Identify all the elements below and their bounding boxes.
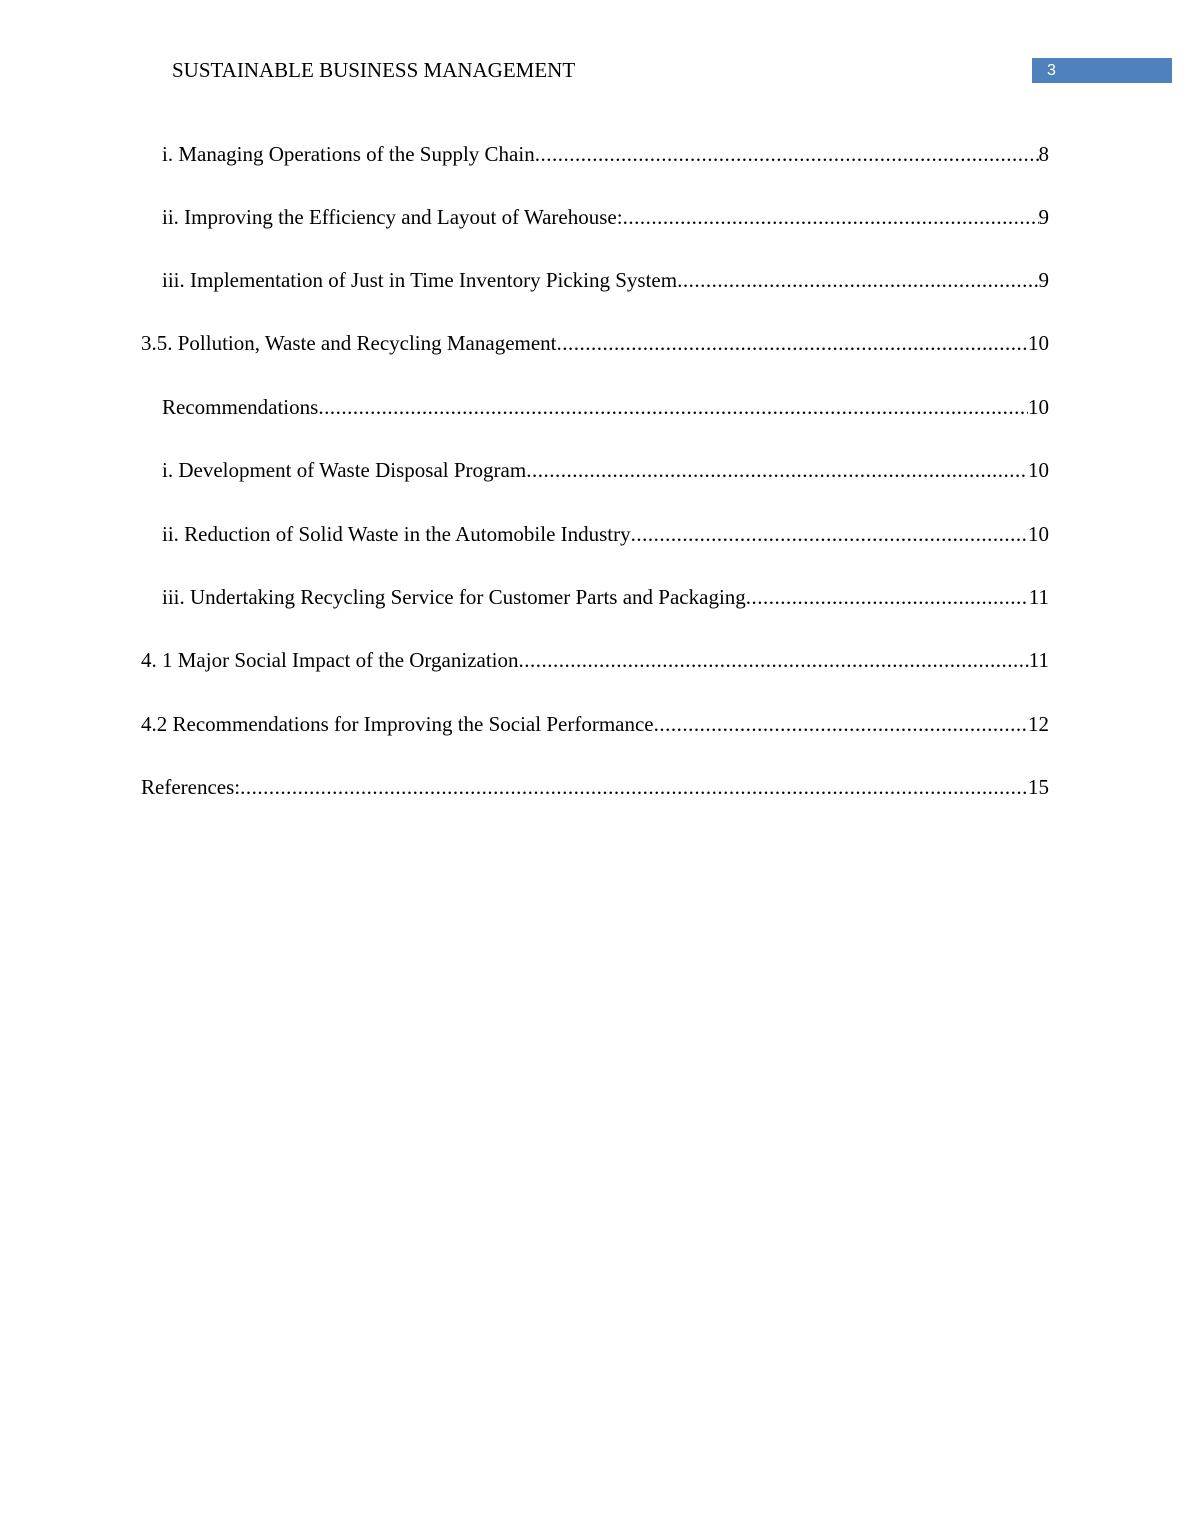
toc-entry-label: 4.2 Recommendations for Improving the Social Performance xyxy=(141,712,654,736)
toc-entry-page: 9 xyxy=(1038,268,1049,292)
page-number-badge: 3 xyxy=(1032,58,1172,83)
toc-entry-recommendations[interactable] xyxy=(162,393,1049,421)
toc-entry-label: i. Development of Waste Disposal Program xyxy=(162,458,527,482)
toc-entry-page: 12 xyxy=(1028,712,1049,736)
toc-dot-leader xyxy=(519,646,1029,674)
toc-entry-label: ii. Reduction of Solid Waste in the Automobile Industry xyxy=(162,522,631,546)
toc-entry-page: 8 xyxy=(1038,142,1049,166)
running-header-title: SUSTAINABLE BUSINESS MANAGEMENT xyxy=(172,58,576,82)
toc-entry-page: 10 xyxy=(1028,395,1049,419)
toc-entry-page: 10 xyxy=(1028,331,1049,355)
toc-entry-pollution-waste[interactable] xyxy=(141,329,1049,357)
toc-entry-social-impact[interactable] xyxy=(141,646,1049,674)
toc-dot-leader xyxy=(526,456,1028,484)
toc-entry-page: 10 xyxy=(1028,458,1049,482)
toc-entry-page: 11 xyxy=(1028,648,1049,672)
toc-dot-leader xyxy=(623,203,1039,231)
toc-dot-leader xyxy=(557,329,1028,357)
toc-dot-leader xyxy=(677,266,1038,294)
toc-entry-page: 11 xyxy=(1028,585,1049,609)
toc-dot-leader xyxy=(746,583,1029,611)
toc-entry-label: References: xyxy=(141,775,241,799)
toc-dot-leader xyxy=(631,520,1028,548)
toc-entry-just-in-time[interactable] xyxy=(162,266,1049,294)
toc-entry-label: iii. Implementation of Just in Time Inventory Picking System xyxy=(162,268,678,292)
toc-entry-managing-operations[interactable] xyxy=(162,140,1049,168)
toc-entry-page: 9 xyxy=(1038,205,1049,229)
toc-dot-leader xyxy=(535,140,1039,168)
toc-entry-social-performance[interactable] xyxy=(141,710,1049,738)
toc-entry-waste-disposal[interactable] xyxy=(162,456,1049,484)
toc-entry-recycling-service[interactable] xyxy=(162,583,1049,611)
toc-entry-label: i. Managing Operations of the Supply Chain xyxy=(162,142,535,166)
toc-entry-label: 4. 1 Major Social Impact of the Organization xyxy=(141,648,519,672)
toc-dot-leader xyxy=(318,393,1028,421)
toc-entry-references[interactable] xyxy=(141,773,1049,801)
toc-entry-page: 10 xyxy=(1028,522,1049,546)
toc-entry-label: ii. Improving the Efficiency and Layout of Warehouse: xyxy=(162,205,623,229)
toc-entry-page: 15 xyxy=(1028,775,1049,799)
toc-entry-warehouse-efficiency[interactable] xyxy=(162,203,1049,231)
toc-dot-leader xyxy=(654,710,1028,738)
toc-entry-label: Recommendations xyxy=(162,395,319,419)
toc-dot-leader xyxy=(240,773,1028,801)
toc-entry-label: 3.5. Pollution, Waste and Recycling Management xyxy=(141,331,557,355)
toc-entry-solid-waste[interactable] xyxy=(162,520,1049,548)
toc-entry-label: iii. Undertaking Recycling Service for Customer Parts and Packaging xyxy=(162,585,746,609)
